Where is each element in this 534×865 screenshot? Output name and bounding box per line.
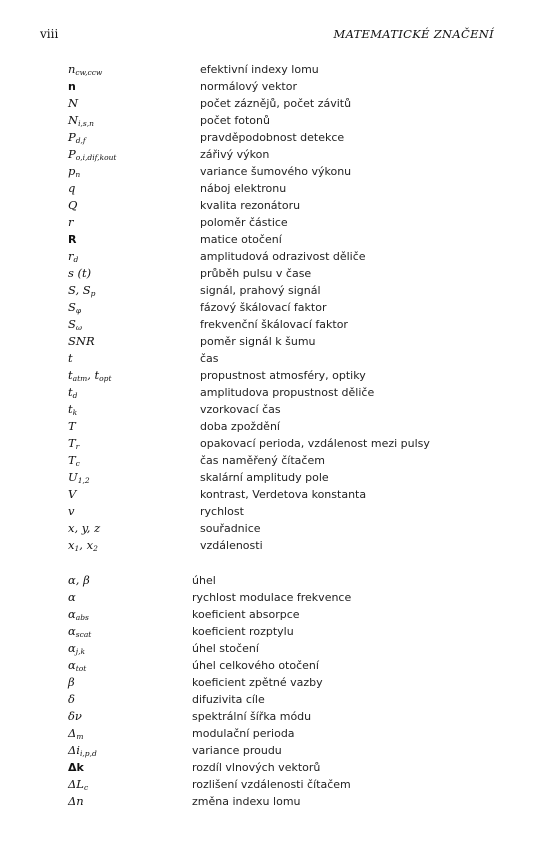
symbol-row <box>68 197 508 214</box>
symbol-description: úhel celkového otočení <box>192 659 319 672</box>
symbol-row <box>68 725 508 742</box>
math-symbol: $n_{cw,ccw}$ <box>68 62 103 77</box>
math-symbol: Q <box>68 198 78 212</box>
symbol-row <box>68 503 508 520</box>
symbol-description: opakovací perioda, vzdálenost mezi pulsy <box>200 437 430 450</box>
symbol-description: vzdálenosti <box>200 539 263 552</box>
symbol-description: čas <box>200 352 219 365</box>
symbol-list-greek <box>68 572 508 810</box>
symbol-description: fázový škálovací faktor <box>200 301 327 314</box>
math-symbol: Δk <box>68 761 84 774</box>
math-symbol: $x_1$, $x_2$ <box>68 538 98 553</box>
symbol-description: pravděpodobnost detekce <box>200 131 345 144</box>
symbol-row <box>68 520 508 537</box>
math-symbol: s (t) <box>68 266 92 280</box>
symbol-row <box>68 486 508 503</box>
symbol-row <box>68 299 508 316</box>
symbol-description: rychlost <box>200 505 244 518</box>
symbol-description: úhel <box>192 574 216 587</box>
symbol-row <box>68 214 508 231</box>
math-symbol: α, β <box>68 573 90 587</box>
symbol-row <box>68 265 508 282</box>
math-symbol: $P_{d,f}$ <box>68 130 86 145</box>
symbol-description: difuzivita cíle <box>192 693 265 706</box>
math-symbol: $p_n$ <box>68 164 81 179</box>
symbol-description: rozdíl vlnových vektorů <box>192 761 321 774</box>
symbol-description: propustnost atmosféry, optiky <box>200 369 366 382</box>
symbol-row <box>68 333 508 350</box>
symbol-list-latin <box>68 61 508 554</box>
symbol-row <box>68 401 508 418</box>
math-symbol: β <box>68 675 75 689</box>
math-symbol: SNR <box>68 334 95 348</box>
symbol-description: doba zpoždění <box>200 420 280 433</box>
symbol-row <box>68 742 508 759</box>
math-symbol: q <box>68 181 76 195</box>
math-symbol: r <box>68 215 74 229</box>
symbol-row <box>68 180 508 197</box>
math-symbol: $r_d$ <box>68 249 79 264</box>
symbol-description: variance proudu <box>192 744 282 757</box>
symbol-description: rychlost modulace frekvence <box>192 591 352 604</box>
symbol-description: úhel stočení <box>192 642 259 655</box>
running-title: MATEMATICKÉ ZNAČENÍ <box>333 27 494 41</box>
math-symbol: $U_{1,2}$ <box>68 470 90 485</box>
symbol-description: koeficient absorpce <box>192 608 300 621</box>
symbol-row <box>68 708 508 725</box>
symbol-description: čas naměřený čítačem <box>200 454 325 467</box>
math-symbol: $\Delta i_{i,p,d}$ <box>68 743 97 758</box>
symbol-row <box>68 367 508 384</box>
math-symbol: V <box>68 487 77 501</box>
symbol-row <box>68 248 508 265</box>
symbol-row <box>68 606 508 623</box>
symbol-description: kvalita rezonátoru <box>200 199 301 212</box>
symbol-description: souřadnice <box>200 522 261 535</box>
symbol-row <box>68 793 508 810</box>
symbol-description: spektrální šířka módu <box>192 710 312 723</box>
math-symbol: Δn <box>68 794 84 808</box>
page-header <box>40 27 494 43</box>
symbol-description: kontrast, Verdetova konstanta <box>200 488 367 501</box>
symbol-description: počet záznějů, počet závitů <box>200 97 352 110</box>
symbol-row <box>68 623 508 640</box>
math-symbol: v <box>68 504 75 518</box>
symbol-description: amplitudova propustnost děliče <box>200 386 375 399</box>
math-symbol: $t_d$ <box>68 385 78 400</box>
symbol-row <box>68 469 508 486</box>
symbol-row <box>68 691 508 708</box>
symbol-row <box>68 452 508 469</box>
math-symbol: T <box>68 419 76 433</box>
math-symbol: N <box>68 96 79 110</box>
symbol-row <box>68 776 508 793</box>
symbol-row <box>68 657 508 674</box>
math-symbol: δ <box>68 692 75 706</box>
symbol-row <box>68 537 508 554</box>
symbol-row <box>68 129 508 146</box>
math-symbol: t <box>68 351 73 365</box>
symbol-row <box>68 418 508 435</box>
symbol-row <box>68 282 508 299</box>
symbol-row <box>68 640 508 657</box>
symbol-row <box>68 316 508 333</box>
math-symbol: R <box>68 233 77 246</box>
math-symbol: $t_{atm}$, $t_{opt}$ <box>68 368 112 383</box>
symbol-description: rozlišení vzdálenosti čítačem <box>192 778 351 791</box>
symbol-description: koeficient zpětné vazby <box>192 676 323 689</box>
symbol-description: matice otočení <box>200 233 282 246</box>
symbol-description: zářivý výkon <box>200 148 270 161</box>
math-symbol: $\alpha_{tot}$ <box>68 658 87 673</box>
symbol-description: amplitudová odrazivost děliče <box>200 250 366 263</box>
symbol-description: počet fotonů <box>200 114 270 127</box>
symbol-row <box>68 350 508 367</box>
math-symbol: $S_\varphi$ <box>68 300 82 315</box>
symbol-description: modulační perioda <box>192 727 295 740</box>
symbol-description: frekvenční škálovací faktor <box>200 318 348 331</box>
symbol-description: normálový vektor <box>200 80 298 93</box>
page-number: viii <box>40 27 59 41</box>
symbol-description: průběh pulsu v čase <box>200 267 312 280</box>
symbol-description: variance šumového výkonu <box>200 165 352 178</box>
math-symbol: $T_c$ <box>68 453 80 468</box>
math-symbol: $\alpha_{j,k}$ <box>68 641 86 656</box>
math-symbol: $\Delta L_c$ <box>68 777 89 792</box>
symbol-row <box>68 163 508 180</box>
math-symbol: α <box>68 590 76 604</box>
math-symbol: x, y, z <box>68 521 101 535</box>
symbol-row <box>68 384 508 401</box>
symbol-description: signál, prahový signál <box>200 284 321 297</box>
symbol-row <box>68 572 508 589</box>
math-symbol: $t_k$ <box>68 402 78 417</box>
math-symbol: $S_\omega$ <box>68 317 83 332</box>
symbol-description: vzorkovací čas <box>200 403 281 416</box>
symbol-row <box>68 78 508 95</box>
symbol-row <box>68 231 508 248</box>
math-symbol: $\alpha_{abs}$ <box>68 607 89 622</box>
symbol-description: skalární amplitudy pole <box>200 471 329 484</box>
math-symbol: n <box>68 80 76 93</box>
math-symbol: δν <box>68 709 82 723</box>
symbol-row <box>68 112 508 129</box>
symbol-description: efektivní indexy lomu <box>200 63 319 76</box>
math-symbol: S, $S_p$ <box>68 283 96 298</box>
symbol-row <box>68 759 508 776</box>
symbol-row <box>68 95 508 112</box>
math-symbol: $T_r$ <box>68 436 80 451</box>
math-symbol: $P_{o,i,dif,kout}$ <box>68 147 117 162</box>
symbol-row <box>68 674 508 691</box>
math-symbol: $\alpha_{scat}$ <box>68 624 92 639</box>
math-symbol: $\Delta_m$ <box>68 726 84 741</box>
symbol-row <box>68 589 508 606</box>
symbol-row <box>68 435 508 452</box>
symbol-description: koeficient rozptylu <box>192 625 294 638</box>
symbol-description: poměr signál k šumu <box>200 335 316 348</box>
symbol-row <box>68 61 508 78</box>
symbol-description: poloměr částice <box>200 216 288 229</box>
math-symbol: $N_{i,s,n}$ <box>68 113 94 128</box>
symbol-description: náboj elektronu <box>200 182 287 195</box>
symbol-row <box>68 146 508 163</box>
symbol-description: změna indexu lomu <box>192 795 301 808</box>
